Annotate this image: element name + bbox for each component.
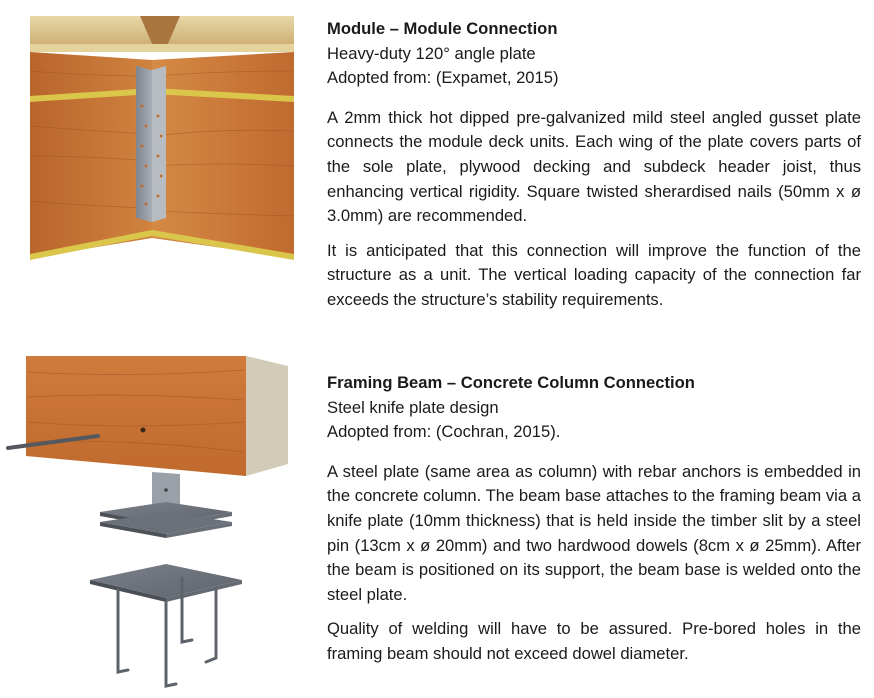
module-connection-section bbox=[0, 0, 874, 340]
angle-plate-illustration bbox=[30, 16, 294, 266]
section-subtitle: Steel knife plate design bbox=[327, 397, 499, 417]
section-paragraph: Quality of welding will have to be assured. Pre-bored holes in the framing beam should not exceed dowel diameter. bbox=[327, 619, 861, 663]
section-source: Adopted from: (Cochran, 2015). bbox=[327, 422, 561, 442]
knife-plate-illustration bbox=[6, 352, 296, 692]
beam-column-text bbox=[327, 371, 861, 667]
section-paragraph: A 2mm thick hot dipped pre-galvanized mild steel angled gusset plate connects the module deck units. Each wing of the plate covers parts of the sole plate, plywood decking and subdeck header joist, thus enhancing vertical rigidity. Square twisted sherardised nails (50mm x ø 3.0mm) are recommended. bbox=[327, 107, 861, 226]
section-title: Module – Module Connection bbox=[327, 19, 558, 38]
section-paragraph: A steel plate (same area as column) with rebar anchors is embedded in the concrete column. The beam base attaches to the framing beam via a knife plate (10mm thickness) that is held inside the timber slit by a steel pin (13cm x ø 20mm) and two hardwood dowels (8cm x ø 25mm). After the beam is positioned on its support, the beam base is welded onto the steel plate. bbox=[327, 461, 861, 604]
section-paragraph: It is anticipated that this connection will improve the function of the structure as a unit. The vertical loading capacity of the connection far exceeds the structure’s stability requirements. bbox=[327, 240, 861, 309]
beam-column-section bbox=[0, 346, 874, 698]
section-source: Adopted from: (Expamet, 2015) bbox=[327, 68, 559, 88]
section-title: Framing Beam – Concrete Column Connection bbox=[327, 373, 695, 392]
section-subtitle: Heavy-duty 120° angle plate bbox=[327, 43, 536, 63]
module-connection-text bbox=[327, 17, 861, 313]
